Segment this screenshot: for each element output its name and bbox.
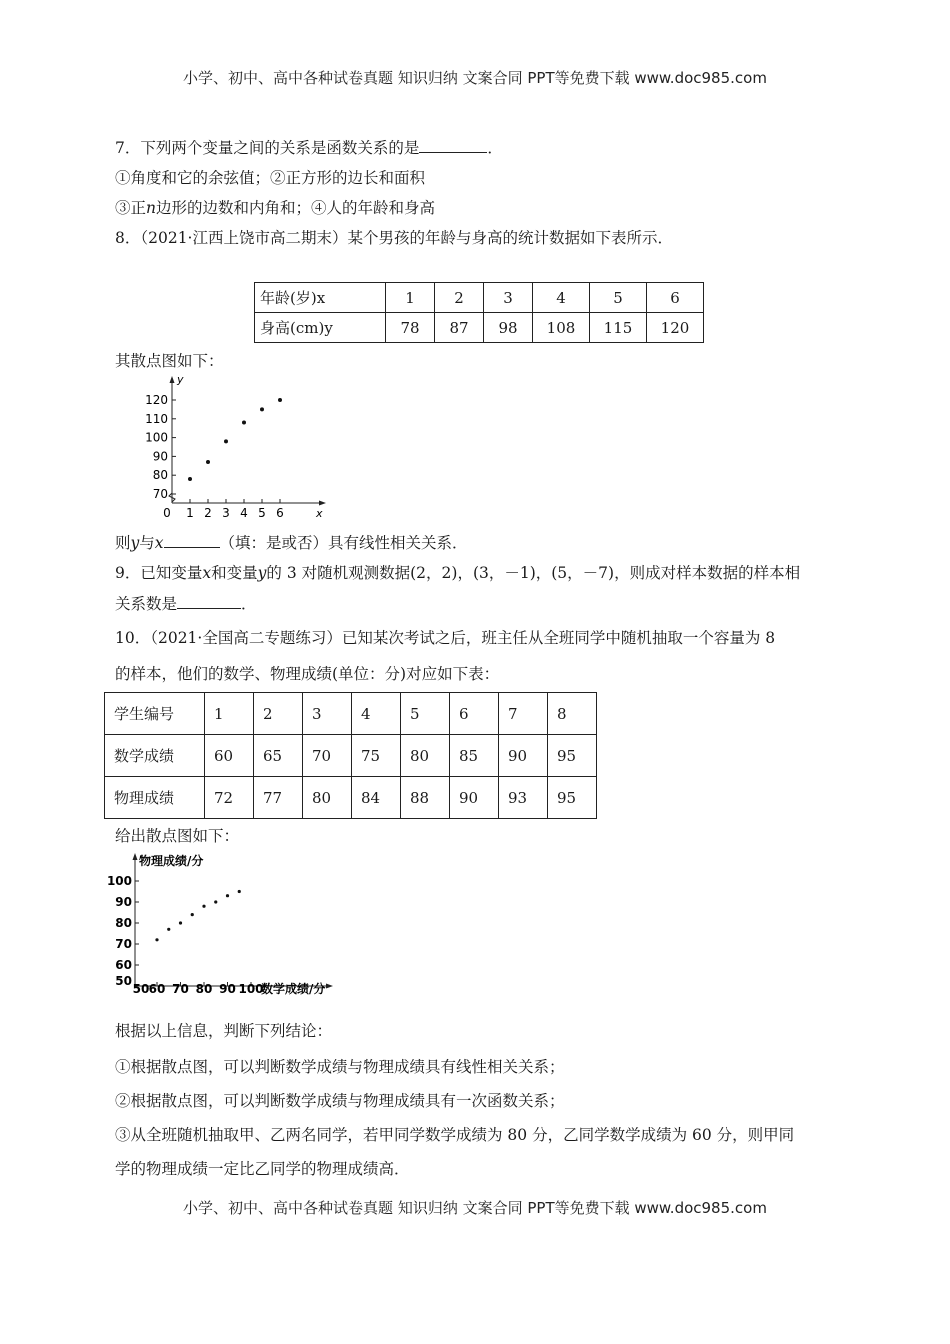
table-cell: 108: [533, 313, 590, 343]
data-point: [238, 890, 241, 893]
table-row: [105, 693, 597, 735]
q9-l1-b: 和变量: [211, 564, 258, 582]
table-cell: 2: [254, 693, 303, 735]
table-cell: 5: [590, 283, 647, 313]
q9-l1-c: 的 3 对随机观测数据(2，2)，(3，－1)，(5，－7)，则成对样本数据的样本相: [266, 564, 801, 582]
q7-opt2-n: n: [146, 199, 156, 217]
q8-ans-a: 则: [115, 534, 131, 552]
data-point: [206, 460, 210, 464]
q10-scatter-chart: [106, 848, 350, 1000]
q7-stem: [115, 136, 503, 158]
data-point: [224, 439, 228, 443]
q8-age-height-table: [254, 282, 704, 343]
q10-line-1: 10．（2021·全国高二专题练习）已知某次考试之后，班主任从全班同学中随机抽取一个容量为 8: [115, 629, 776, 647]
table-cell: 95: [548, 735, 597, 777]
y-tick-label: 50: [115, 974, 132, 988]
q9-line-2: [115, 592, 257, 614]
x-tick-label: 1: [186, 506, 194, 520]
x-tick-label: 50: [132, 982, 150, 996]
q7-answer-blank[interactable]: [419, 138, 487, 153]
x-tick-label: 80: [195, 982, 213, 996]
origin-label: 0: [163, 506, 171, 520]
q10-conclusion-2: ②根据散点图，可以判断数学成绩与物理成绩具有一次函数关系；: [115, 1092, 565, 1110]
page-header: 小学、初中、高中各种试卷真题 知识归纳 文案合同 PPT等免费下载 www.doc985.com: [183, 69, 767, 87]
q9-l2: 关系数是: [115, 595, 178, 613]
x-tick-label: 100: [238, 982, 264, 996]
table-cell: 5: [401, 693, 450, 735]
q7-option-1: ①角度和它的余弦值；②正方形的边长和面积: [115, 169, 426, 187]
table-cell: 1: [386, 283, 435, 313]
x-axis-arrow: [326, 984, 333, 989]
q9-l1-x: x: [202, 564, 212, 582]
y-tick-label: 120: [145, 393, 168, 407]
table-cell: 6: [647, 283, 704, 313]
table-cell: 72: [205, 777, 254, 819]
x-tick-label: 60: [148, 982, 166, 996]
table-cell: 4: [533, 283, 590, 313]
y-tick-label: 90: [115, 895, 132, 909]
q9-line-1: [115, 561, 800, 583]
table-cell: 75: [352, 735, 401, 777]
table-cell: 3: [484, 283, 533, 313]
data-point: [226, 894, 229, 897]
table-cell: 65: [254, 735, 303, 777]
q10-scatter-intro: 给出散点图如下：: [115, 827, 240, 845]
x-tick-label: 2: [204, 506, 212, 520]
y-axis-label: y: [177, 373, 184, 386]
table-cell: 84: [352, 777, 401, 819]
table-cell: 87: [435, 313, 484, 343]
x-axis-label: x: [316, 507, 323, 520]
q8-row2-header: 身高(cm)y: [255, 313, 386, 343]
x-axis-arrow: [319, 501, 326, 506]
y-axis-arrow: [133, 853, 138, 860]
table-cell: 85: [450, 735, 499, 777]
q10-scores-table: [104, 692, 597, 819]
table-cell: 7: [499, 693, 548, 735]
q8-stem: 8．（2021·江西上饶市高二期末）某个男孩的年龄与身高的统计数据如下表所示．: [115, 229, 673, 247]
y-tick-label: 100: [145, 430, 168, 445]
data-point: [242, 421, 246, 425]
q10-header-math: 数学成绩: [105, 735, 205, 777]
table-cell: 70: [303, 735, 352, 777]
table-cell: 4: [352, 693, 401, 735]
data-point: [260, 407, 264, 411]
table-cell: 60: [205, 735, 254, 777]
table-cell: 2: [435, 283, 484, 313]
data-point: [214, 900, 217, 903]
table-cell: 80: [303, 777, 352, 819]
q7-option-2: [115, 196, 435, 218]
x-tick-label: 70: [172, 982, 189, 996]
data-point: [278, 398, 282, 402]
x-tick-label: 5: [258, 506, 266, 520]
q8-answer-blank[interactable]: [164, 533, 220, 548]
q9-answer-blank[interactable]: [177, 594, 241, 609]
q10-header-physics: 物理成绩: [105, 777, 205, 819]
table-cell: 88: [401, 777, 450, 819]
q10-conclusion-3-cont: 学的物理成绩一定比乙同学的物理成绩高．: [115, 1160, 410, 1178]
x-axis-label: 数学成绩/分: [261, 982, 326, 996]
table-row: [105, 735, 597, 777]
table-cell: 3: [303, 693, 352, 735]
x-tick-label: 4: [240, 506, 248, 520]
y-axis-arrow: [170, 376, 175, 383]
table-cell: 1: [205, 693, 254, 735]
y-axis-label: 物理成绩/分: [139, 854, 204, 868]
table-cell: 120: [647, 313, 704, 343]
q7-opt2-b: 边形的边数和内角和；④人的年龄和身高: [156, 199, 436, 217]
q8-row1-header: 年龄(岁)x: [255, 283, 386, 313]
data-point: [191, 913, 194, 916]
table-cell: 115: [590, 313, 647, 343]
y-tick-label: 60: [115, 958, 132, 972]
table-cell: 98: [484, 313, 533, 343]
q10-header-id: 学生编号: [105, 693, 205, 735]
q8-ans-c: （填：是或否）具有线性相关关系．: [219, 534, 468, 552]
y-tick-label: 110: [145, 411, 168, 426]
data-point: [188, 477, 192, 481]
data-point: [202, 905, 205, 908]
y-tick-label: 80: [152, 468, 168, 483]
table-cell: 95: [548, 777, 597, 819]
y-tick-label: 90: [152, 449, 168, 464]
table-cell: 93: [499, 777, 548, 819]
data-point: [155, 938, 158, 941]
table-cell: 80: [401, 735, 450, 777]
q8-ans-y: y: [130, 534, 140, 552]
page-footer: 小学、初中、高中各种试卷真题 知识归纳 文案合同 PPT等免费下载 www.doc985.com: [183, 1199, 767, 1217]
q10-conclusion-3: ③从全班随机抽取甲、乙两名同学，若甲同学数学成绩为 80 分，乙同学数学成绩为 60 分，则甲同: [115, 1126, 795, 1144]
x-tick-label: 3: [222, 506, 230, 520]
table-cell: 77: [254, 777, 303, 819]
q10-line-2: 的样本，他们的数学、物理成绩(单位：分)对应如下表：: [115, 665, 500, 683]
y-tick-label: 70: [152, 487, 168, 501]
q7-stem-end: ．: [487, 139, 503, 157]
x-tick-label: 6: [276, 506, 284, 520]
q7-stem-text: 7．下列两个变量之间的关系是函数关系的是: [115, 139, 420, 157]
q8-scatter-chart: [140, 372, 340, 522]
q10-conclusion-1: ①根据散点图，可以判断数学成绩与物理成绩具有线性相关关系；: [115, 1058, 565, 1076]
q7-opt2-a: ③正: [115, 199, 147, 217]
table-cell: 6: [450, 693, 499, 735]
q10-judge: 根据以上信息，判断下列结论：: [115, 1022, 333, 1040]
q8-scatter-intro: 其散点图如下：: [115, 352, 224, 370]
table-cell: 90: [450, 777, 499, 819]
table-row: [255, 283, 704, 313]
q8-answer-line: [115, 531, 468, 553]
q9-l2-end: ．: [241, 595, 257, 613]
y-tick-label: 80: [115, 916, 132, 930]
table-row: [105, 777, 597, 819]
table-cell: 8: [548, 693, 597, 735]
data-point: [167, 928, 170, 931]
table-cell: 90: [499, 735, 548, 777]
q8-ans-x: x: [154, 534, 164, 552]
table-row: [255, 313, 704, 343]
data-point: [179, 921, 182, 924]
y-tick-label: 100: [106, 874, 132, 888]
table-cell: 78: [386, 313, 435, 343]
q9-l1-y: y: [257, 564, 267, 582]
x-tick-label: 90: [219, 982, 236, 996]
q9-l1-a: 9．已知变量: [115, 564, 203, 582]
y-tick-label: 70: [115, 937, 132, 951]
q8-ans-b: 与: [139, 534, 155, 552]
